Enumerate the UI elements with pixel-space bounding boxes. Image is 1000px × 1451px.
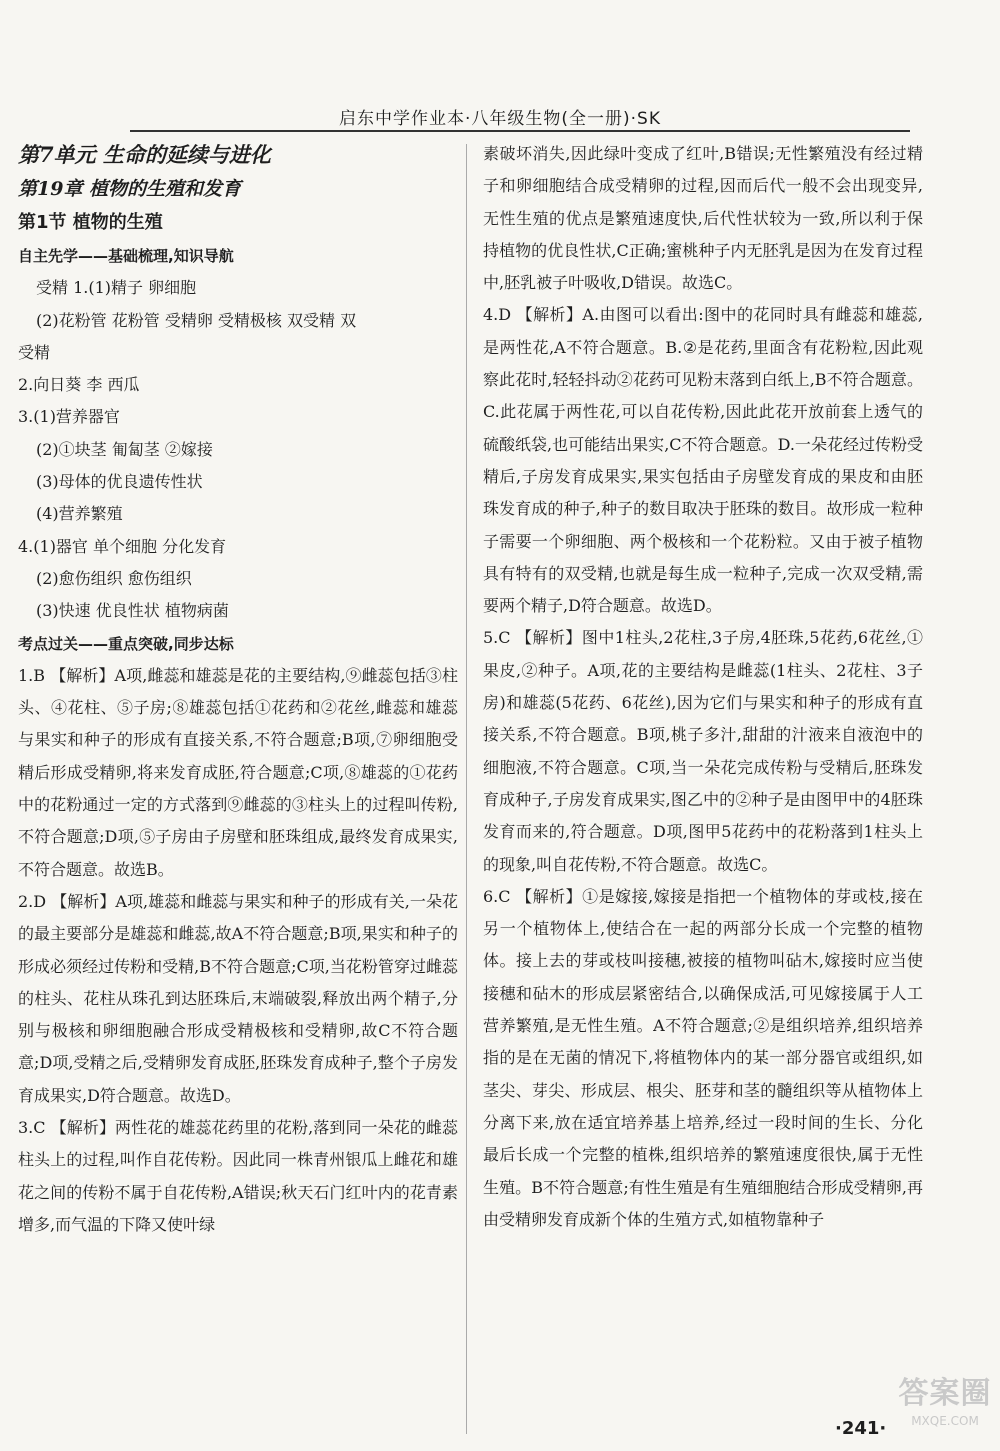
running-header: 启东中学作业本·八年级生物(全一册)·SK	[338, 109, 661, 129]
chapter-title: 第19章 植物的生殖和发育	[18, 178, 242, 200]
watermark-logo	[895, 1375, 995, 1445]
answer-line: (2)花粉管 花粉管 受精卵 受精极核 双受精 双	[36, 310, 357, 330]
answer-q6: 6.C 【解析】①是嫁接,嫁接是指把一个植物体的芽或枝,接在另一个植物体上,使结合在一起的两部分长成一个完整的植物体。接上去的芽或枝叫接穗,被接的植物叫砧木,嫁接时应当使接穗和砧木的形成层紧密结合,以确保成活,可见嫁接属于人工营养繁殖,是无性生殖。A不符合题意;②是组织培养,组织培养指的是在无菌的情况下,将植物体内的某一部分器官或组织,如茎尖、芽尖、形成层、根尖、胚芽和茎的髓组织等从植物体上分离下来,放在适宜培养基上培养,经过一段时间的生长、分化最后长成一个完整的植株,组织培养的繁殖速度很快,属于无性生殖。B不符合题意;有性生殖是有生殖细胞结合形成受精卵,再由受精卵发育成新个体的生殖方式,如植物靠种子	[483, 886, 923, 1229]
section-title: 第1节 植物的生殖	[18, 212, 163, 233]
left-column	[18, 138, 458, 1241]
subheading-preview: 自主先学——基础梳理,知识导航	[18, 247, 234, 265]
column-divider	[466, 144, 467, 1434]
answer-line: (2)①块茎 匍匐茎 ②嫁接	[36, 439, 213, 459]
answer-line: (4)营养繁殖	[36, 504, 123, 524]
answer-line: 受精 1.(1)精子 卵细胞	[36, 278, 197, 298]
answer-q2: 2.D 【解析】A项,雄蕊和雌蕊与果实和种子的形成有关,一朵花的最主要部分是雄蕊和雌蕊,故A不符合题意;B项,果实和种子的形成必须经过传粉和受精,B不符合题意;C项,当花粉管穿过雌蕊的柱头、花柱从珠孔到达胚珠后,末端破裂,释放出两个精子,分别与极核和卵细胞融合形成受精极核和受精卵,故C不符合题意;D项,受精之后,受精卵发育成胚,胚珠发育成种子,整个子房发育成果实,D符合题意。故选D。	[18, 891, 458, 1105]
answer-q1: 1.B 【解析】A项,雌蕊和雄蕊是花的主要结构,⑨雌蕊包括③柱头、④花柱、⑤子房;⑧雄蕊包括①花药和②花丝,雌蕊和雄蕊与果实和种子的形成有直接关系,不符合题意;B项,⑦卵细胞受精后形成受精卵,将来发育成胚,符合题意;C项,⑧雄蕊的①花药中的花粉通过一定的方式落到⑨雌蕊的③柱头上的过程叫传粉,不符合题意;D项,⑤子房由子房壁和胚珠组成,最终发育成果实,不符合题意。故选B。	[18, 665, 458, 879]
answer-line: 3.(1)营养器官	[18, 407, 120, 427]
answer-line: (3)母体的优良遗传性状	[36, 472, 203, 492]
answer-q5: 5.C 【解析】图中1柱头,2花柱,3子房,4胚珠,5花药,6花丝,①果皮,②种子。A项,花的主要结构是雌蕊(1柱头、2花柱、3子房)和雄蕊(5花药、6花丝),因为它们与果实和种子的形成有直接关系,不符合题意。B项,桃子多汁,甜甜的汁液来自液泡中的细胞液,不符合题意。C项,当一朵花完成传粉与受精后,胚珠发育成种子,子房发育成果实,图乙中的②种子是由图甲中的4胚珠发育而来的,符合题意。D项,图甲5花药中的花粉落到1柱头上的现象,叫自花传粉,不符合题意。故选C。	[483, 628, 923, 874]
answer-line: 2.向日葵 李 西瓜	[18, 375, 140, 395]
unit-title: 第7单元 生命的延续与进化	[18, 142, 271, 167]
answer-q3: 3.C 【解析】两性花的雄蕊花药里的花粉,落到同一朵花的雌蕊柱头上的过程,叫作自花传粉。因此同一株青州银瓜上雌花和雄花之间的传粉不属于自花传粉,A错误;秋天石门红叶内的花青素增多,而气温的下降又使叶绿	[18, 1118, 458, 1234]
answer-line: 受精	[18, 342, 51, 362]
answer-line: (2)愈伤组织 愈伤组织	[36, 568, 192, 588]
page-number: ·241·	[835, 1418, 887, 1439]
answer-line: (3)快速 优良性状 植物病菌	[36, 601, 229, 621]
answer-line: 4.(1)器官 单个细胞 分化发育	[18, 536, 227, 556]
watermark-url: MXQE.COM	[911, 1414, 979, 1428]
answer-q3-continued: 素破坏消失,因此绿叶变成了红叶,B错误;无性繁殖没有经过精子和卵细胞结合成受精卵的过程,因而后代一般不会出现变异,无性生殖的优点是繁殖速度快,后代性状较为一致,所以利于保持植物的优良性状,C正确;蜜桃种子内无胚乳是因为在发育过程中,胚乳被子叶吸收,D错误。故选C。	[483, 144, 923, 293]
watermark-logo-text: 答案圈	[898, 1376, 992, 1411]
answer-q4: 4.D 【解析】A.由图可以看出:图中的花同时具有雌蕊和雄蕊,是两性花,A不符合题意。B.②是花药,里面含有花粉粒,因此观察此花时,轻轻抖动②花药可见粉末落到白纸上,B不符合题意。C.此花属于两性花,可以自花传粉,因此此花开放前套上透气的硫酸纸袋,也可能结出果实,C不符合题意。D.一朵花经过传粉受精后,子房发育成果实,果实包括由子房壁发育成的果皮和由胚珠发育成的种子,种子的数目取决于胚珠的数目。故形成一粒种子需要一个卵细胞、两个极核和一个花粉粒。又由于被子植物具有特有的双受精,也就是每生成一粒种子,完成一次双受精,需要两个精子,D符合题意。故选D。	[483, 305, 923, 616]
subheading-practice: 考点过关——重点突破,同步达标	[18, 634, 234, 653]
header-rule	[130, 130, 910, 132]
right-column	[483, 138, 923, 1236]
